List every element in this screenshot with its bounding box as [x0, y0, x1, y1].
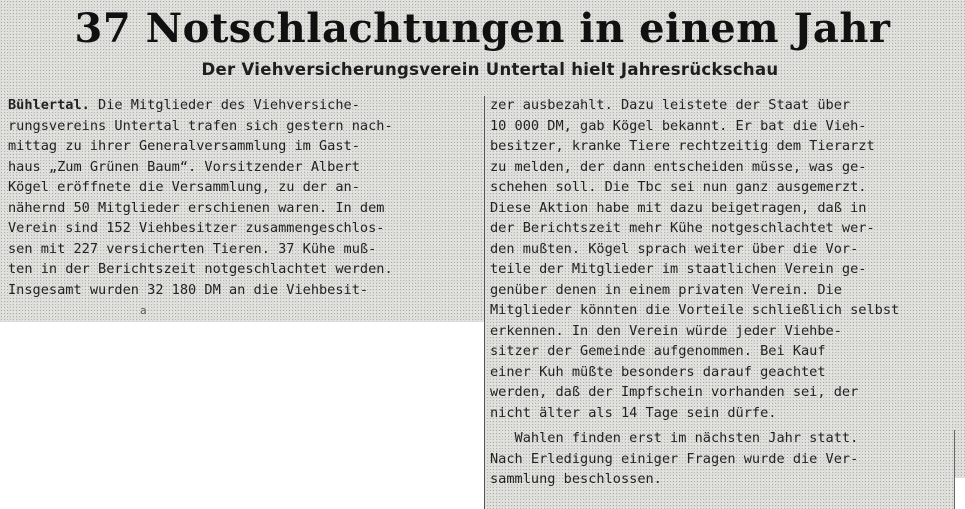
article-line: zu melden, der dann entscheiden müsse, was ge- [490, 158, 867, 175]
article-line [8, 95, 480, 116]
article-line: Mitglieder könnten die Vorteile schließlich selbst [490, 302, 900, 318]
article-line: nähernd 50 Mitglieder erschienen waren. In dem [8, 199, 385, 216]
column-divider [484, 96, 485, 509]
article-line: den mußten. Kögel sprach weiter über die Vor- [490, 240, 859, 257]
blank-area [0, 322, 484, 509]
article-line: Wahlen finden erst im nächsten Jahr statt. [490, 430, 859, 446]
article-line: zer ausbezahlt. Dazu leistete der Staat über [490, 97, 851, 113]
article-line: der Berichtszeit mehr Kühe notgeschlachtet wer- [490, 220, 875, 236]
article-line: sitzer der Gemeinde aufgenommen. Bei Kauf [490, 343, 826, 359]
article-line: mittag zu ihrer Generalversammlung im Gast- [8, 138, 360, 154]
article-line: Verein sind 152 Viehbesitzer zusammengeschlos- [8, 220, 385, 236]
article-column-left [8, 95, 480, 300]
dateline-place: Bühlertal. [8, 97, 90, 113]
article-subheadline: Der Viehversicherungsverein Untertal hielt Jahresrückschau [201, 60, 779, 79]
article-line: haus „Zum Grünen Baum“. Vorsitzender Albert [8, 158, 360, 175]
article-line: Insgesamt wurden 32 180 DM an die Viehbesit- [8, 281, 369, 298]
article-line: schehen soll. Die Tbc sei nun ganz ausgemerzt. [490, 179, 867, 195]
article-line: sammlung beschlossen. [490, 471, 662, 487]
article-line: Kögel eröffnete die Versammlung, zu der an- [8, 179, 360, 195]
article-line: genüber denen in einem privaten Verein. Die [490, 281, 842, 298]
article-line: 10 000 DM, gab Kögel bekannt. Er bat die Vieh- [490, 117, 867, 134]
article-line-text: Die Mitglieder des Viehversiche- [89, 97, 360, 113]
article-line: rungsvereins Untertal trafen sich gestern nach- [8, 117, 393, 134]
article-line: besitzer, kranke Tiere rechtzeitig dem Tierarzt [490, 138, 875, 154]
article-line: Diese Aktion habe mit dazu beigetragen, daß in [490, 199, 867, 216]
article-line: sen mit 227 versicherten Tieren. 37 Kühe muß- [8, 240, 377, 257]
stray-print-mark: a [140, 304, 147, 317]
article-line: teile der Mitglieder im staatlichen Verein ge- [490, 261, 867, 277]
article-headline: 37 Notschlachtungen in einem Jahr [74, 5, 891, 52]
article-line: einer Kuh müßte besonders darauf geachtet [490, 363, 826, 380]
article-line: Nach Erledigung einiger Fragen wurde die Ver- [490, 450, 859, 467]
article-line: erkennen. In den Verein würde jeder Viehbe- [490, 322, 842, 339]
article-line: nicht älter als 14 Tage sein dürfe. [490, 404, 777, 421]
article-line: werden, daß der Impfschein vorhanden sei, der [490, 384, 859, 400]
article-line: ten in der Berichtszeit notgeschlachtet werden. [8, 261, 393, 277]
article-column-right [490, 95, 960, 490]
